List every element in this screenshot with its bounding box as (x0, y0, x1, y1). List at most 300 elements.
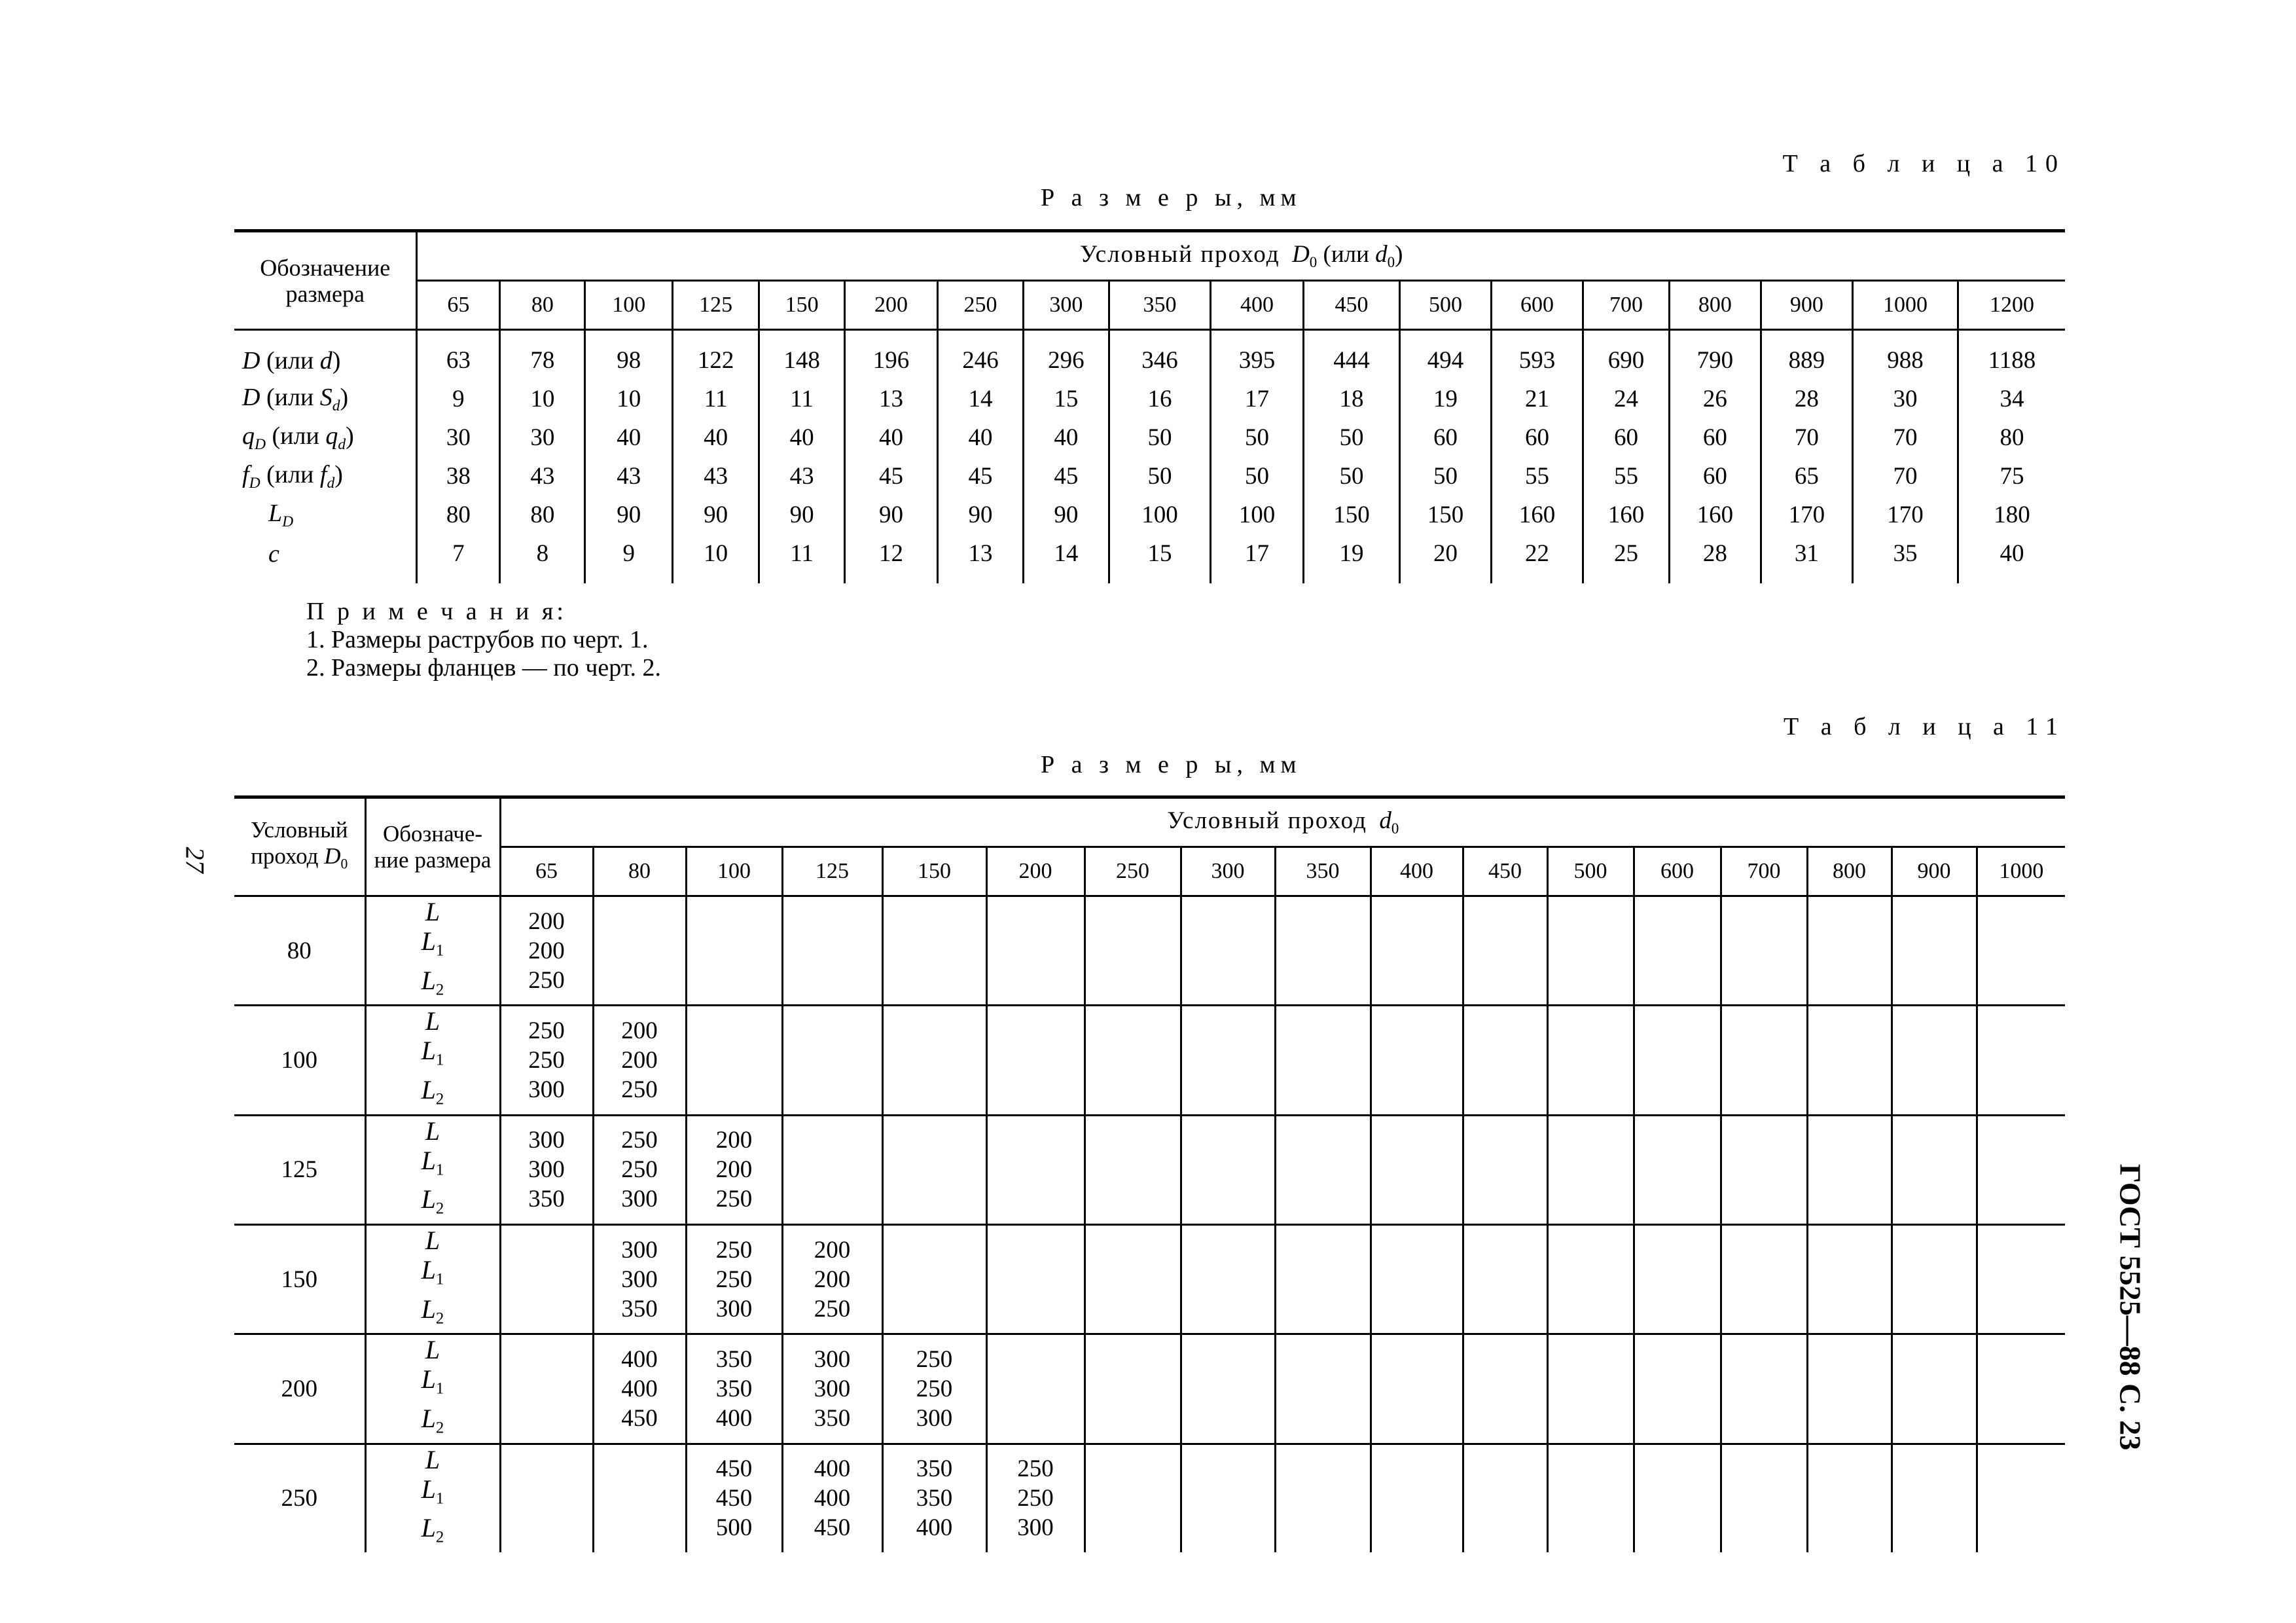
table10-cell: 14 (1023, 534, 1109, 583)
table10-cell: 90 (585, 496, 673, 534)
table11-value: 450 (621, 1405, 658, 1432)
table11-units: Р а з м е р ы, мм (1041, 751, 1302, 778)
table11-row-label: L $L_1$ $L_2$ (365, 1225, 500, 1334)
table10-header-group: Условный проход $D_0$ (или $d_0$) (417, 231, 2065, 281)
table11-cell (1181, 1115, 1275, 1224)
table11-col-header: 300 (1181, 847, 1275, 896)
table10-row (234, 330, 2065, 380)
table10-col-header: 800 (1669, 281, 1761, 330)
table11-cell (1547, 1115, 1634, 1224)
table11-cell (1275, 896, 1371, 1006)
table11-value: 400 (916, 1514, 953, 1542)
table11-cell (500, 1444, 593, 1552)
table10-cell: 18 (1303, 380, 1399, 418)
table10-cell: 28 (1669, 534, 1761, 583)
table11-row-label: L $L_1$ $L_2$ (365, 896, 500, 1006)
table11-value: 200 (814, 1266, 851, 1293)
table11-cell (1085, 896, 1181, 1006)
table11-cell (1181, 1334, 1275, 1444)
table10-col-header: 350 (1109, 281, 1210, 330)
table11-cell (500, 1225, 593, 1334)
table10-cell: 30 (417, 418, 500, 457)
table11-cell (782, 1444, 882, 1552)
table11-dn: 80 (234, 896, 365, 1006)
table11-cell (1977, 1444, 2065, 1552)
table11-cell (1371, 1444, 1463, 1552)
table11-cell (593, 896, 686, 1006)
table10-cell: 395 (1210, 330, 1303, 380)
table10-cell: 30 (500, 418, 585, 457)
table11-value: 300 (916, 1405, 953, 1432)
table10-cell: 180 (1994, 501, 2030, 528)
table10-cell: 75 (2000, 463, 2024, 490)
table11-cell (1547, 896, 1634, 1006)
table10-col-header: 700 (1583, 281, 1669, 330)
table11-value: 350 (916, 1485, 953, 1512)
table11-cell (593, 1444, 686, 1552)
table10-cell: 9 (585, 534, 673, 583)
table10-cell: 35 (1852, 534, 1958, 583)
table11-value: 300 (814, 1376, 851, 1403)
table11-value: 450 (715, 1455, 753, 1483)
table11-cell (500, 1334, 593, 1444)
table10-cell: 7 (417, 534, 500, 583)
table11-row-label: L $L_1$ $L_2$ (365, 1006, 500, 1115)
table10-cell: 170 (1852, 496, 1958, 534)
table10-cell: 55 (1583, 457, 1669, 496)
table10-cell: 150 (1303, 496, 1399, 534)
table10-col-header: 250 (938, 281, 1024, 330)
table11-row-label: L $L_1$ $L_2$ (365, 1115, 500, 1224)
table10-cell: 690 (1583, 330, 1669, 380)
table11-header-group: Условный проход $d_0$ (500, 797, 2065, 847)
table10-cell: 494 (1400, 330, 1492, 380)
table11-cell (882, 1444, 986, 1552)
table10-col-header: 200 (845, 281, 938, 330)
table11-value: 350 (528, 1186, 565, 1213)
table10-cell: 50 (1109, 457, 1210, 496)
table10-cell: 100 (1210, 496, 1303, 534)
table10-cell: 43 (500, 457, 585, 496)
table10-cell: 14 (938, 380, 1024, 418)
table10-cell: 19 (1303, 534, 1399, 583)
table10-cell: 80 (500, 496, 585, 534)
table11-value: 300 (715, 1295, 753, 1322)
table10-cell: 122 (673, 330, 759, 380)
table11-value: 400 (621, 1376, 658, 1403)
table11-cell (1892, 1115, 1977, 1224)
table11-value: 300 (528, 1076, 565, 1104)
table11-cell (686, 1115, 782, 1224)
table10-cell: 24 (1583, 380, 1669, 418)
table11-cell (1547, 1444, 1634, 1552)
table11-cell (782, 1225, 882, 1334)
table11-cell (1892, 1444, 1977, 1552)
table10-cell: 40 (585, 418, 673, 457)
table10-cell: 10 (500, 380, 585, 418)
table11-cell (1547, 1006, 1634, 1115)
table11-cell (686, 1225, 782, 1334)
table10-row (234, 380, 2065, 418)
table10-cell: 40 (2000, 540, 2024, 567)
table11-value: 200 (621, 1017, 658, 1045)
table10-col-header: 100 (585, 281, 673, 330)
table10-header-label: Обозначение размера (234, 231, 417, 330)
table11-cell (1463, 1444, 1547, 1552)
table11-cell (1977, 1006, 2065, 1115)
table10-cell: 63 (417, 330, 500, 380)
table10-cell: 38 (417, 457, 500, 496)
table10-cell: 40 (1023, 418, 1109, 457)
table11-cell (1807, 1225, 1892, 1334)
table10-cell: 100 (1109, 496, 1210, 534)
table11-value: 250 (528, 1047, 565, 1074)
table10-cell: 17 (1210, 380, 1303, 418)
table11-corner-dn: Условный проход $D_0$ (234, 797, 365, 896)
table11-row (234, 896, 2065, 1006)
table10-cell: 90 (759, 496, 845, 534)
table10-cell: 50 (1210, 418, 1303, 457)
table10-row-label: D (или $S_d$) (234, 380, 417, 418)
table11-cell (986, 896, 1085, 1006)
table11-cell (986, 1006, 1085, 1115)
table10-cell: 98 (585, 330, 673, 380)
table11-value: 250 (916, 1376, 953, 1403)
table11-value: 200 (814, 1236, 851, 1264)
table11-value: 300 (528, 1127, 565, 1154)
table10-cell: 78 (500, 330, 585, 380)
table10-row-label: $q_D$ (или $q_d$) (234, 418, 417, 457)
table10-col-header: 80 (500, 281, 585, 330)
table10-cell: 988 (1852, 330, 1958, 380)
table10-cell: 50 (1210, 457, 1303, 496)
table11-col-header: 900 (1892, 847, 1977, 896)
table11-dn: 125 (234, 1115, 365, 1224)
table11-cell (500, 896, 593, 1006)
table11-cell (1721, 1006, 1807, 1115)
table10-col-header: 1000 (1852, 281, 1958, 330)
table11-cell (1181, 1444, 1275, 1552)
table10-cell: 40 (759, 418, 845, 457)
table11-value: 450 (814, 1514, 851, 1542)
table10-row-label: $L_D$ (234, 496, 417, 534)
table10-cell: 28 (1761, 380, 1852, 418)
table10-cell: 90 (845, 496, 938, 534)
table11-dn: 150 (234, 1225, 365, 1334)
table10-cell: 40 (673, 418, 759, 457)
table10-cell: 60 (1669, 418, 1761, 457)
table11-col-header: 600 (1634, 847, 1721, 896)
table10-col-header: 900 (1761, 281, 1852, 330)
table11-caption: Т а б л и ц а 11 (1783, 713, 2066, 740)
table11-cell (1634, 1225, 1721, 1334)
note-1: 1. Размеры раструбов по черт. 1. (306, 626, 649, 653)
table10-cell: 15 (1109, 534, 1210, 583)
table11-value: 300 (621, 1266, 658, 1293)
table10-row-label: c (234, 534, 417, 583)
table10-cell: 50 (1303, 457, 1399, 496)
table10-cell: 790 (1669, 330, 1761, 380)
table11-cell (593, 1225, 686, 1334)
table10-cell: 45 (1023, 457, 1109, 496)
table11-cell (1371, 896, 1463, 1006)
table11-row (234, 1115, 2065, 1224)
table11-cell (1634, 1444, 1721, 1552)
table11-cell (1181, 1006, 1275, 1115)
table10-cell: 593 (1492, 330, 1583, 380)
table10-cell: 22 (1492, 534, 1583, 583)
table11-value: 250 (715, 1236, 753, 1264)
table11-cell (1275, 1225, 1371, 1334)
table11-cell (686, 1006, 782, 1115)
table11-value: 350 (715, 1346, 753, 1374)
table10-cell: 160 (1583, 496, 1669, 534)
table10-cell: 60 (1400, 418, 1492, 457)
table11-value: 250 (814, 1295, 851, 1322)
table11-col-header: 500 (1547, 847, 1634, 896)
table11-cell (1371, 1334, 1463, 1444)
table10-cell: 45 (845, 457, 938, 496)
table10-row-label: D (или d) (234, 330, 417, 380)
table10-cell: 25 (1583, 534, 1669, 583)
table11-cell (686, 1444, 782, 1552)
table11-value: 200 (715, 1156, 753, 1184)
table11-col-header: 200 (986, 847, 1085, 896)
table11-cell (782, 1334, 882, 1444)
table11-cell (1807, 896, 1892, 1006)
table10-cell: 19 (1400, 380, 1492, 418)
table11-cell (1721, 1115, 1807, 1224)
table10-col-header: 65 (417, 281, 500, 330)
table11-cell (1371, 1006, 1463, 1115)
table10-cell: 444 (1303, 330, 1399, 380)
table10-cell: 11 (759, 380, 845, 418)
table10-col-header: 500 (1400, 281, 1492, 330)
table11-value: 350 (715, 1376, 753, 1403)
table10-cell: 40 (845, 418, 938, 457)
table11-cell (1085, 1006, 1181, 1115)
table10-cell: 43 (759, 457, 845, 496)
table10-cell: 17 (1210, 534, 1303, 583)
table11-dn: 200 (234, 1334, 365, 1444)
table11-cell (1807, 1444, 1892, 1552)
table11-col-header: 400 (1371, 847, 1463, 896)
table10-cell: 50 (1303, 418, 1399, 457)
table10-row (234, 496, 2065, 534)
table11-value: 450 (715, 1485, 753, 1512)
table10-cell: 1188 (1988, 347, 2036, 374)
table11-cell (882, 1006, 986, 1115)
table11-cell (882, 896, 986, 1006)
table10-col-header: 600 (1492, 281, 1583, 330)
table10-cell: 170 (1761, 496, 1852, 534)
table11-row (234, 1006, 2065, 1115)
table11-value: 250 (1017, 1455, 1054, 1483)
table11-col-header: 80 (593, 847, 686, 896)
table10-cell: 65 (1761, 457, 1852, 496)
table10-col-header: 1200 (1958, 281, 2066, 330)
table11-value: 250 (916, 1346, 953, 1374)
table11-cell (1275, 1006, 1371, 1115)
table11-cell (1721, 1334, 1807, 1444)
table11-cell (593, 1334, 686, 1444)
table10-cell: 21 (1492, 380, 1583, 418)
table10-notes (306, 598, 661, 682)
table11-cell (1634, 1115, 1721, 1224)
table11-cell (1371, 1115, 1463, 1224)
table11-cell (1275, 1444, 1371, 1552)
table10-cell: 26 (1669, 380, 1761, 418)
table11-value: 350 (621, 1295, 658, 1322)
table11-dn: 250 (234, 1444, 365, 1552)
table11-cell (1275, 1334, 1371, 1444)
table11-cell (782, 1115, 882, 1224)
table10-row-label: $f_D$ (или $f_d$) (234, 457, 417, 496)
table11-cell (1977, 1115, 2065, 1224)
table11-col-header: 800 (1807, 847, 1892, 896)
table10-col-header: 150 (759, 281, 845, 330)
table10-cell: 50 (1109, 418, 1210, 457)
table10-cell: 70 (1852, 457, 1958, 496)
table10-cell: 60 (1669, 457, 1761, 496)
table10-cell: 16 (1109, 380, 1210, 418)
table11-col-header: 700 (1721, 847, 1807, 896)
table10-units: Р а з м е р ы, мм (1041, 184, 1302, 211)
table11-cell (1721, 896, 1807, 1006)
table11-value: 250 (528, 1017, 565, 1045)
table11-value: 250 (1017, 1485, 1054, 1512)
table11-value: 300 (1017, 1514, 1054, 1542)
table11-row (234, 1225, 2065, 1334)
table11-cell (882, 1334, 986, 1444)
table11-value: 400 (814, 1455, 851, 1483)
table10-cell: 45 (938, 457, 1024, 496)
table11-cell (986, 1225, 1085, 1334)
table10-caption: Т а б л и ц а 10 (1782, 150, 2066, 177)
table10-cell: 150 (1400, 496, 1492, 534)
table11-dn: 100 (234, 1006, 365, 1115)
table10-col-header: 400 (1210, 281, 1303, 330)
table11-cell (882, 1115, 986, 1224)
table11-col-header: 125 (782, 847, 882, 896)
table11-cell (1181, 896, 1275, 1006)
table11-value: 200 (528, 907, 565, 935)
table11-col-header: 150 (882, 847, 986, 896)
table10-cell: 10 (673, 534, 759, 583)
table11-cell (1892, 1225, 1977, 1334)
table11-col-header: 450 (1463, 847, 1547, 896)
table11-cell (1721, 1225, 1807, 1334)
table11-cell (1275, 1115, 1371, 1224)
table11-cell (1807, 1115, 1892, 1224)
table10-cell: 90 (1023, 496, 1109, 534)
table11-cell (1547, 1334, 1634, 1444)
table10-cell: 80 (417, 496, 500, 534)
table11-cell (1634, 896, 1721, 1006)
table11-cell (986, 1115, 1085, 1224)
table10-cell: 34 (2000, 386, 2024, 412)
table10-cell: 15 (1023, 380, 1109, 418)
table11 (234, 795, 2065, 1552)
page-number: 27 (180, 847, 210, 873)
table10-cell: 31 (1761, 534, 1852, 583)
table10-cell: 30 (1852, 380, 1958, 418)
table10-cell: 70 (1761, 418, 1852, 457)
table11-value: 400 (715, 1405, 753, 1432)
table11-row-label: L $L_1$ $L_2$ (365, 1444, 500, 1552)
table10-cell: 70 (1852, 418, 1958, 457)
table10-cell: 50 (1400, 457, 1492, 496)
table11-value: 250 (528, 966, 565, 994)
table11-cell (1085, 1115, 1181, 1224)
table11-cell (1085, 1225, 1181, 1334)
table11-cell (782, 896, 882, 1006)
table10-cell: 12 (845, 534, 938, 583)
table11-cell (986, 1444, 1085, 1552)
table10-cell: 11 (759, 534, 845, 583)
table11-value: 200 (621, 1047, 658, 1074)
table10-row (234, 534, 2065, 583)
notes-title: П р и м е ч а н и я: (306, 598, 567, 625)
table10-row (234, 418, 2065, 457)
table10-row (234, 457, 2065, 496)
table11-cell (1892, 896, 1977, 1006)
table10-cell: 13 (845, 380, 938, 418)
table11-cell (1634, 1006, 1721, 1115)
table10-cell: 196 (845, 330, 938, 380)
table11-value: 300 (621, 1186, 658, 1213)
table11-cell (686, 1334, 782, 1444)
table11-cell (1977, 1334, 2065, 1444)
standard-designation: ГОСТ 5525—88 С. 23 (2113, 1163, 2147, 1451)
table10-cell: 296 (1023, 330, 1109, 380)
table11-cell (1371, 1225, 1463, 1334)
table11-cell (1463, 1006, 1547, 1115)
table10-cell: 160 (1669, 496, 1761, 534)
table11-cell (500, 1115, 593, 1224)
table11-value: 300 (814, 1346, 851, 1374)
table11-cell (1892, 1334, 1977, 1444)
table11-col-header: 1000 (1977, 847, 2065, 896)
table10-cell: 43 (673, 457, 759, 496)
table11-value: 200 (528, 937, 565, 964)
table11-cell (1977, 1225, 2065, 1334)
table10-cell: 90 (938, 496, 1024, 534)
table11-cell (882, 1225, 986, 1334)
table11-cell (500, 1006, 593, 1115)
table11-value: 300 (528, 1156, 565, 1184)
table10-col-header: 125 (673, 281, 759, 330)
table11-value: 250 (715, 1186, 753, 1213)
table11-cell (1463, 1334, 1547, 1444)
table11-col-header: 250 (1085, 847, 1181, 896)
table11-value: 250 (715, 1266, 753, 1293)
table11-cell (1977, 896, 2065, 1006)
table10-cell: 60 (1583, 418, 1669, 457)
table11-cell (1807, 1334, 1892, 1444)
table10 (234, 229, 2065, 583)
table11-cell (986, 1334, 1085, 1444)
table10-col-header: 300 (1023, 281, 1109, 330)
table11-cell (1807, 1006, 1892, 1115)
table11-cell (1463, 1225, 1547, 1334)
table10-cell: 55 (1492, 457, 1583, 496)
table10-cell: 889 (1761, 330, 1852, 380)
table10-cell: 148 (759, 330, 845, 380)
table10-cell: 160 (1492, 496, 1583, 534)
table11-corner-label: Обозначе- ние размера (365, 797, 500, 896)
table11-value: 350 (916, 1455, 953, 1483)
